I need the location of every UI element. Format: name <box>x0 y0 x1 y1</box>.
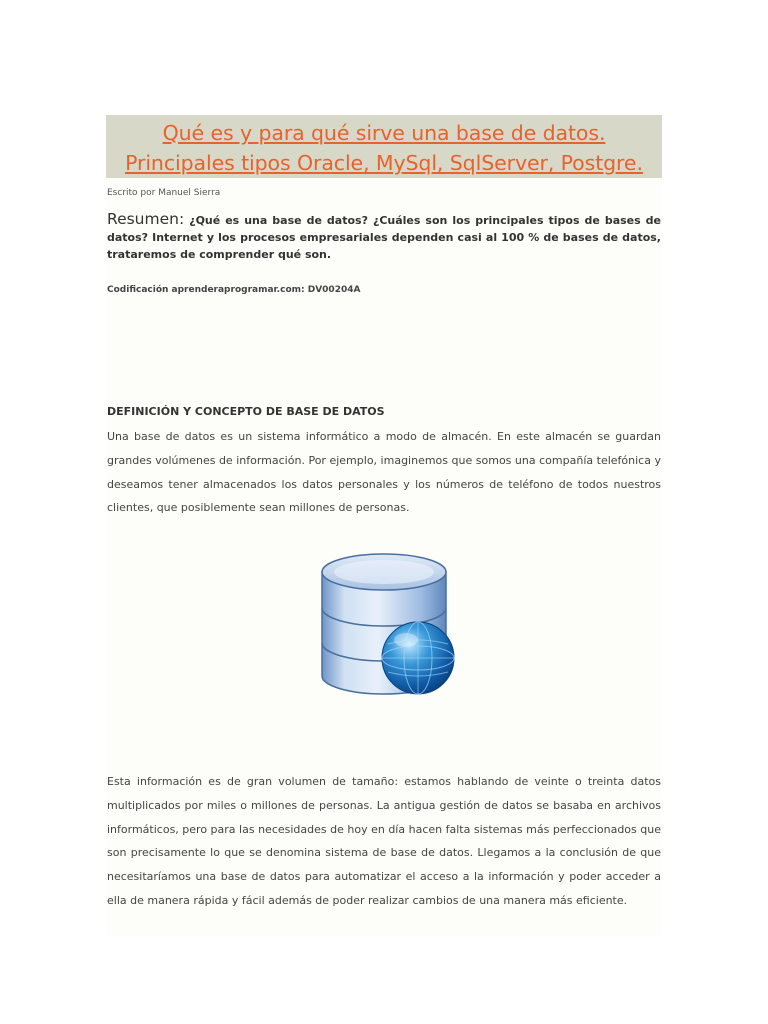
article-title-line-1[interactable]: Qué es y para qué sirve una base de datos. <box>162 121 606 145</box>
summary-label: Resumen: <box>107 210 185 228</box>
summary-text: ¿Qué es una base de datos? ¿Cuáles son los principales tipos de bases de datos? Internet y los procesos empresariales dependen casi al 100 % de bases de datos, trataremos de comprender qué son. <box>107 214 661 261</box>
section-heading: DEFINICIÓN Y CONCEPTO DE BASE DE DATOS <box>107 405 385 418</box>
globe <box>382 622 454 694</box>
paragraph-1: Una base de datos es un sistema informático a modo de almacén. En este almacén se guardan grandes volúmenes de información. Por ejemplo, imaginemos que somos una compañía telefónica y deseamos tener almacenados los datos personales y los números de teléfono de todos nuestros clientes, que posiblemente sean millones de personas. <box>107 430 661 515</box>
summary <box>107 211 661 263</box>
database-globe-icon <box>316 548 464 700</box>
article-title-line-2[interactable]: Principales tipos Oracle, MySql, SqlServer, Postgre. <box>125 151 643 175</box>
article-title-box <box>106 115 662 178</box>
paragraph-2: Esta información es de gran volumen de tamaño: estamos hablando de veinte o treinta datos multiplicados por miles o millones de personas. La antigua gestión de datos se basaba en archivos informáticos, pero para las necesidades de hoy en día hacen falta sistemas más perfeccionados que son precisamente lo que se denomina sistema de base de datos. Llegamos a la conclusión de que necesitaríamos una base de datos para automatizar el acceso a la información y poder acceder a ella de manera rápida y fácil además de poder realizar cambios de una manera más eficiente. <box>107 775 661 907</box>
article-author: Escrito por Manuel Sierra <box>107 188 221 198</box>
article-code: Codificación aprenderaprogramar.com: DV00204A <box>107 285 361 295</box>
